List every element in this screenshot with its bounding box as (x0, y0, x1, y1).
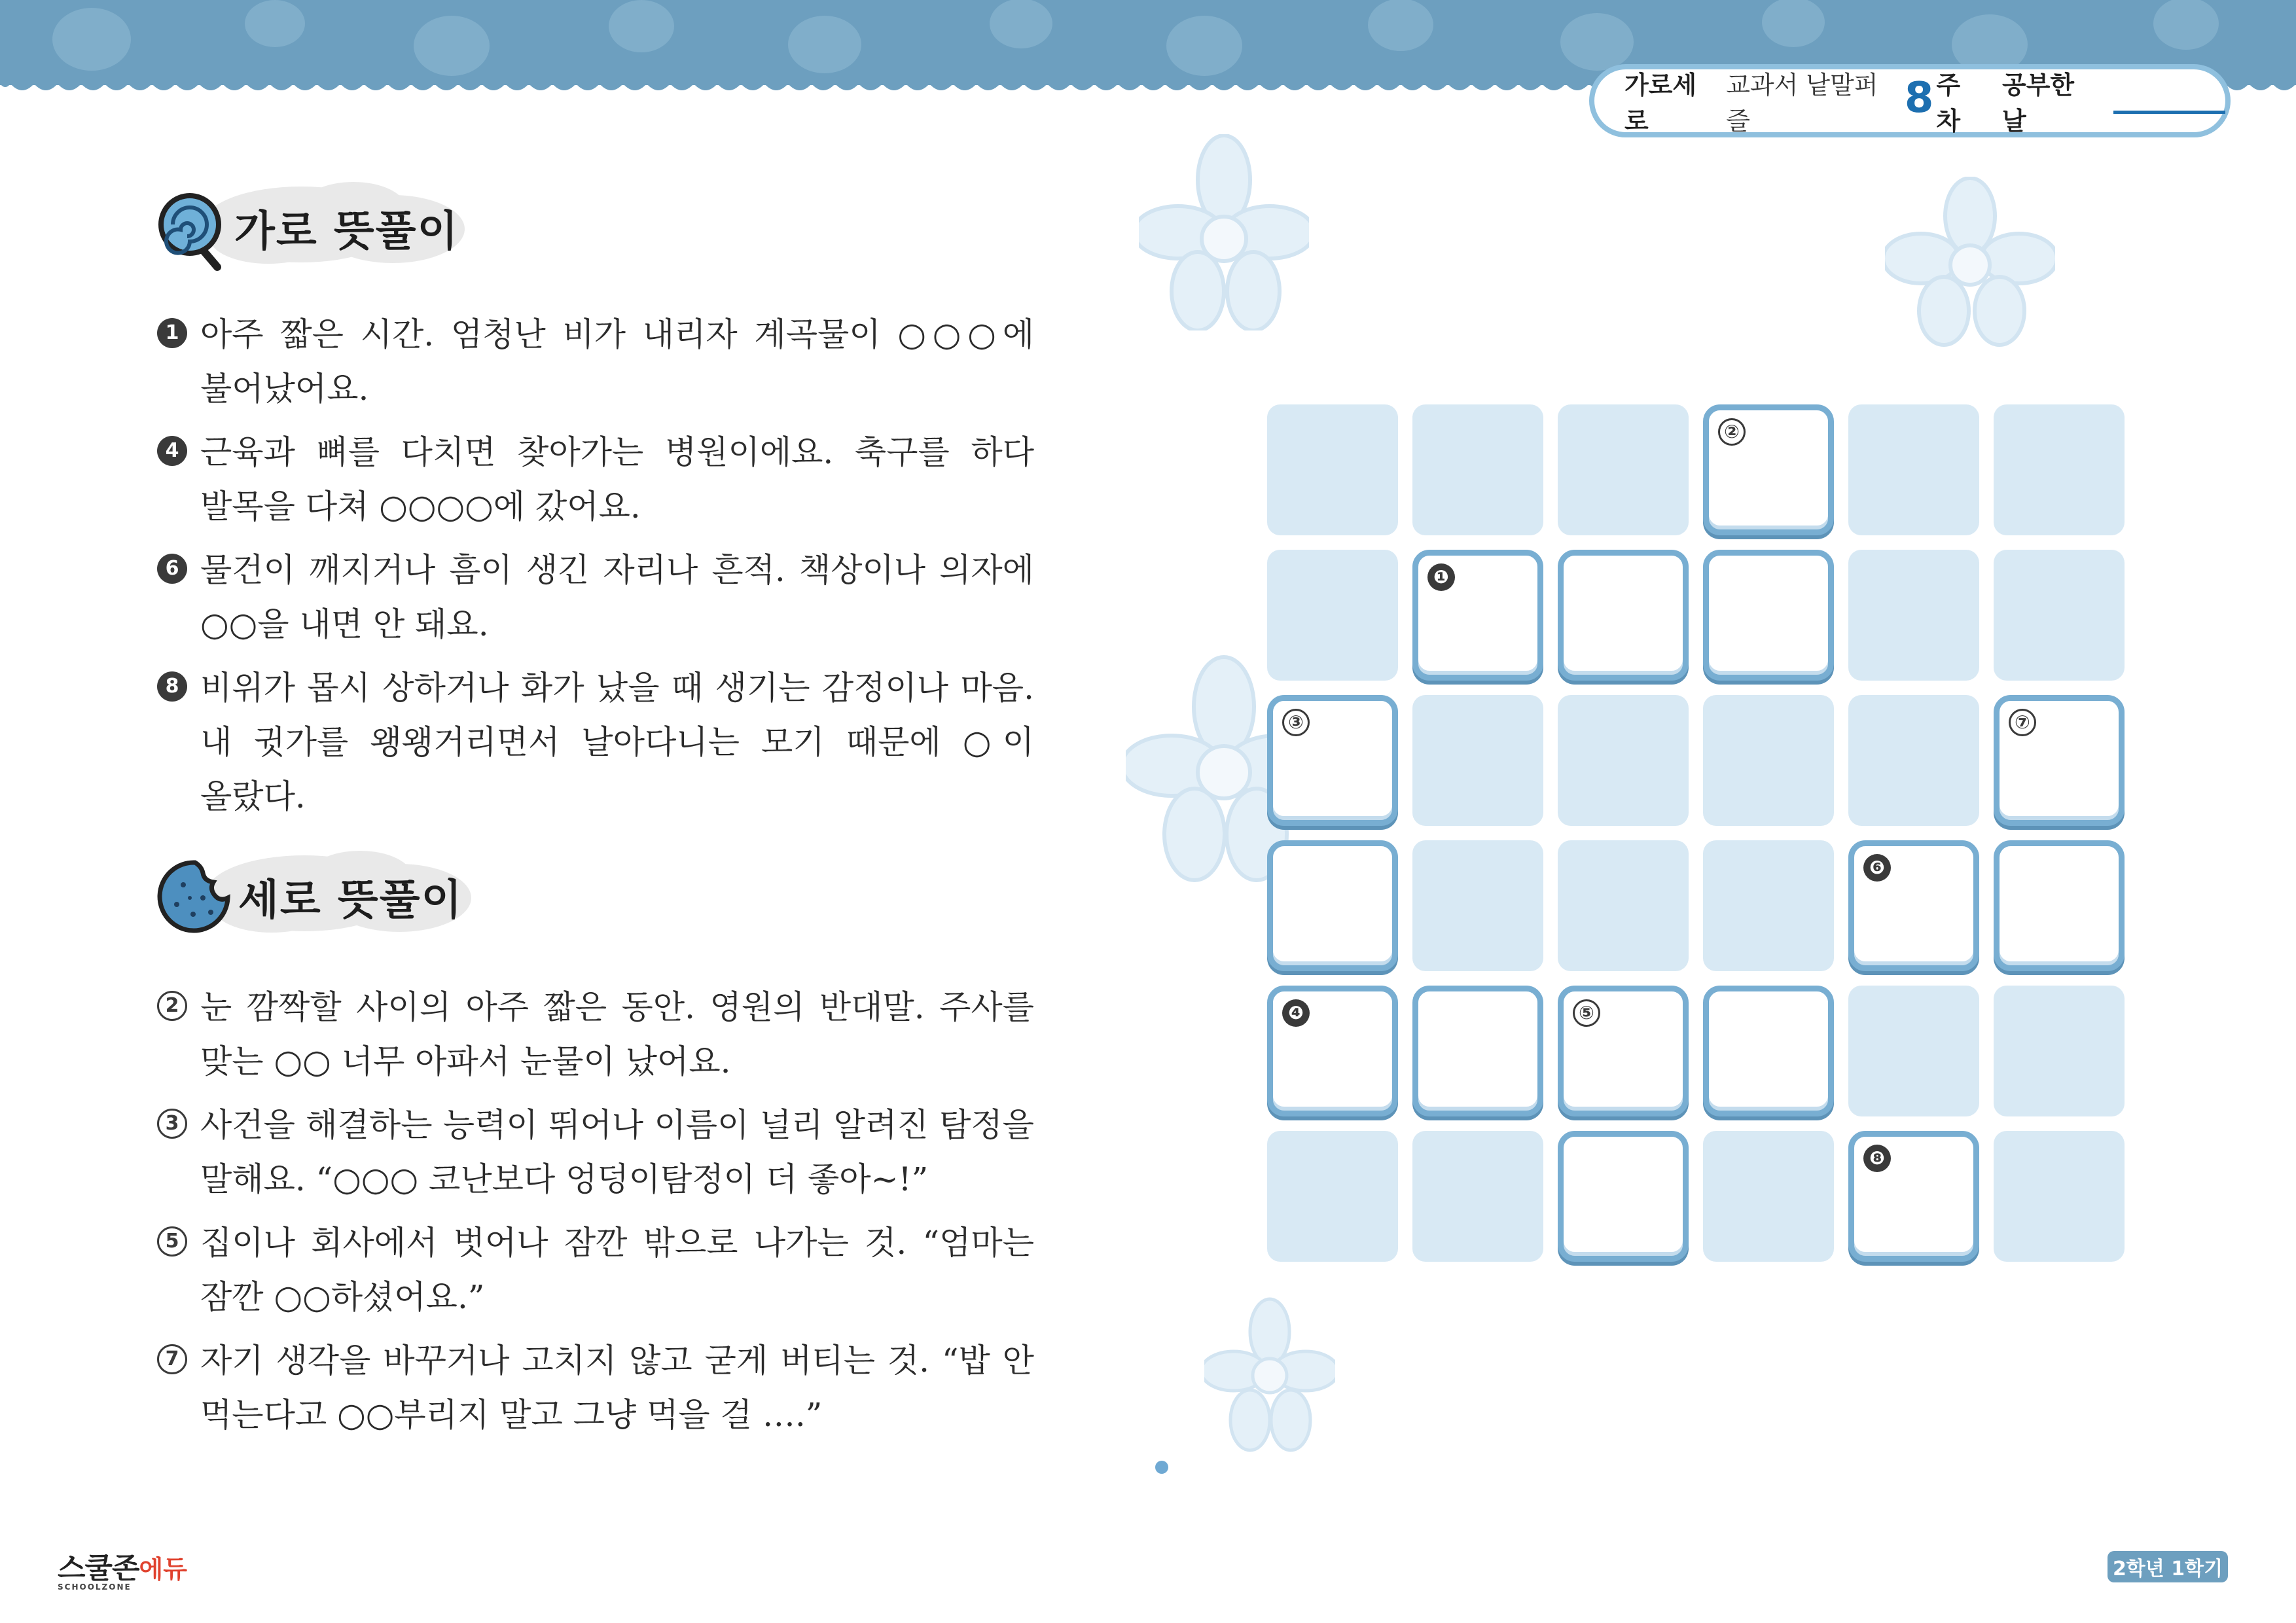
clue-text: 근육과 뼈를 다치면 찾아가는 병원이에요. 축구를 하다 발목을 다쳐 ○○○○에 갔어요. (200, 433, 1034, 526)
subtitle-label: 교과서 낱말퍼즐 (1726, 71, 1878, 135)
clue-item (157, 1098, 1034, 1207)
cell-number: ③ (1282, 709, 1310, 736)
answer-cell[interactable] (1558, 1131, 1689, 1262)
logo-main-text: 스쿨존 (58, 1552, 139, 1585)
clue-number: 4 (157, 436, 187, 466)
blank-cell (1848, 550, 1979, 681)
flower-decoration-icon (1139, 134, 1309, 330)
blank-cell (1994, 1131, 2125, 1262)
blank-cell (1412, 1131, 1543, 1262)
blank-cell (1558, 404, 1689, 535)
down-clue-list (157, 980, 1034, 1452)
clue-text: 사건을 해결하는 능력이 뛰어나 이름이 널리 알려진 탐정을 말해요. “○○○ 코난보다 엉덩이탐정이 더 좋아~!” (200, 1106, 1034, 1198)
cookie-icon (157, 859, 232, 937)
clue-text: 비위가 몹시 상하거나 화가 났을 때 생기는 감정이나 마음. 내 귓가를 왱왱거리면서 날아다니는 모기 때문에 ○이 올랐다. (200, 669, 1034, 815)
blank-cell (1994, 404, 2125, 535)
clue-item (157, 661, 1034, 824)
flower-decoration-icon (1204, 1296, 1335, 1472)
clue-item (157, 425, 1034, 534)
down-title-text: 세로 뜻풀이 (238, 876, 463, 925)
logo-edu-text: 에듀 (139, 1555, 187, 1584)
blank-cell (1994, 550, 2125, 681)
publisher-logo (58, 1544, 187, 1592)
across-clue-list (157, 308, 1034, 833)
answer-cell[interactable] (1558, 986, 1689, 1116)
blank-cell (1558, 695, 1689, 826)
crossword-grid (1267, 404, 2128, 1266)
answer-cell[interactable] (1703, 986, 1834, 1116)
blank-cell (1412, 404, 1543, 535)
clue-text: 물건이 깨지거나 흠이 생긴 자리나 흔적. 책상이나 의자에 ○○을 내면 안 돼요. (200, 551, 1034, 643)
answer-cell[interactable] (1267, 840, 1398, 971)
blank-cell (1848, 695, 1979, 826)
clue-item (157, 1334, 1034, 1442)
blank-cell (1412, 840, 1543, 971)
answer-cell[interactable] (1412, 550, 1543, 681)
clue-item (157, 1216, 1034, 1325)
blank-cell (1267, 1131, 1398, 1262)
down-title (157, 844, 484, 942)
answer-cell[interactable] (1848, 840, 1979, 971)
clue-number: 6 (157, 554, 187, 584)
answer-cell[interactable] (1703, 550, 1834, 681)
cell-number: ❻ (1863, 854, 1891, 882)
across-title (157, 175, 478, 274)
page-dot (1155, 1461, 1168, 1474)
study-date-label: 공부한 날 (2001, 71, 2075, 135)
brand-label: 가로세로 (1624, 71, 1697, 135)
cell-number: ⑤ (1573, 999, 1600, 1027)
clue-text: 아주 짧은 시간. 엄청난 비가 내리자 계곡물이 ○○○에 불어났어요. (200, 315, 1034, 408)
flower-decoration-icon (1885, 177, 2055, 347)
answer-cell[interactable] (1412, 986, 1543, 1116)
blank-cell (1994, 986, 2125, 1116)
answer-cell[interactable] (1267, 986, 1398, 1116)
clue-item (157, 543, 1034, 652)
clue-number: 8 (157, 671, 187, 702)
logo-sub-text: SCHOOLZONE (58, 1582, 132, 1592)
blank-cell (1267, 550, 1398, 681)
clue-item (157, 308, 1034, 416)
week-unit: 주차 (1936, 71, 1961, 135)
study-date-blank[interactable] (2113, 88, 2225, 114)
answer-cell[interactable] (1267, 695, 1398, 826)
cell-number: ⑦ (2009, 709, 2036, 736)
clue-number: 1 (157, 318, 187, 348)
answer-cell[interactable] (1994, 695, 2125, 826)
blank-cell (1703, 840, 1834, 971)
lollipop-magnifier-icon (157, 188, 229, 274)
clue-number: 7 (157, 1344, 187, 1374)
clue-text: 눈 깜짝할 사이의 아주 짧은 동안. 영원의 반대말. 주사를 맞는 ○○ 너무 아파서 눈물이 났어요. (200, 988, 1034, 1080)
blank-cell (1848, 404, 1979, 535)
answer-cell[interactable] (1994, 840, 2125, 971)
blank-cell (1848, 986, 1979, 1116)
header-week-badge (1589, 64, 2231, 137)
across-title-text: 가로 뜻풀이 (234, 207, 459, 256)
grade-badge: 2학년 1학기 (2108, 1551, 2228, 1582)
clue-number: 2 (157, 991, 187, 1021)
cell-number: ❶ (1427, 563, 1455, 591)
cell-number: ❹ (1282, 999, 1310, 1027)
clue-text: 자기 생각을 바꾸거나 고치지 않고 굳게 버티는 것. “밥 안 먹는다고 ○○부리지 말고 그냥 먹을 걸 ….” (200, 1342, 1034, 1434)
clue-number: 3 (157, 1109, 187, 1139)
answer-cell[interactable] (1848, 1131, 1979, 1262)
clue-text: 집이나 회사에서 벗어나 잠깐 밖으로 나가는 것. “엄마는 잠깐 ○○하셨어요.” (200, 1224, 1034, 1316)
blank-cell (1703, 695, 1834, 826)
answer-cell[interactable] (1703, 404, 1834, 535)
blank-cell (1267, 404, 1398, 535)
week-number: 8 (1904, 74, 1934, 122)
blank-cell (1558, 840, 1689, 971)
blank-cell (1412, 695, 1543, 826)
clue-item (157, 980, 1034, 1089)
blank-cell (1703, 1131, 1834, 1262)
cell-number: ② (1718, 418, 1746, 446)
clue-number: 5 (157, 1226, 187, 1257)
answer-cell[interactable] (1558, 550, 1689, 681)
cell-number: ❽ (1863, 1145, 1891, 1172)
